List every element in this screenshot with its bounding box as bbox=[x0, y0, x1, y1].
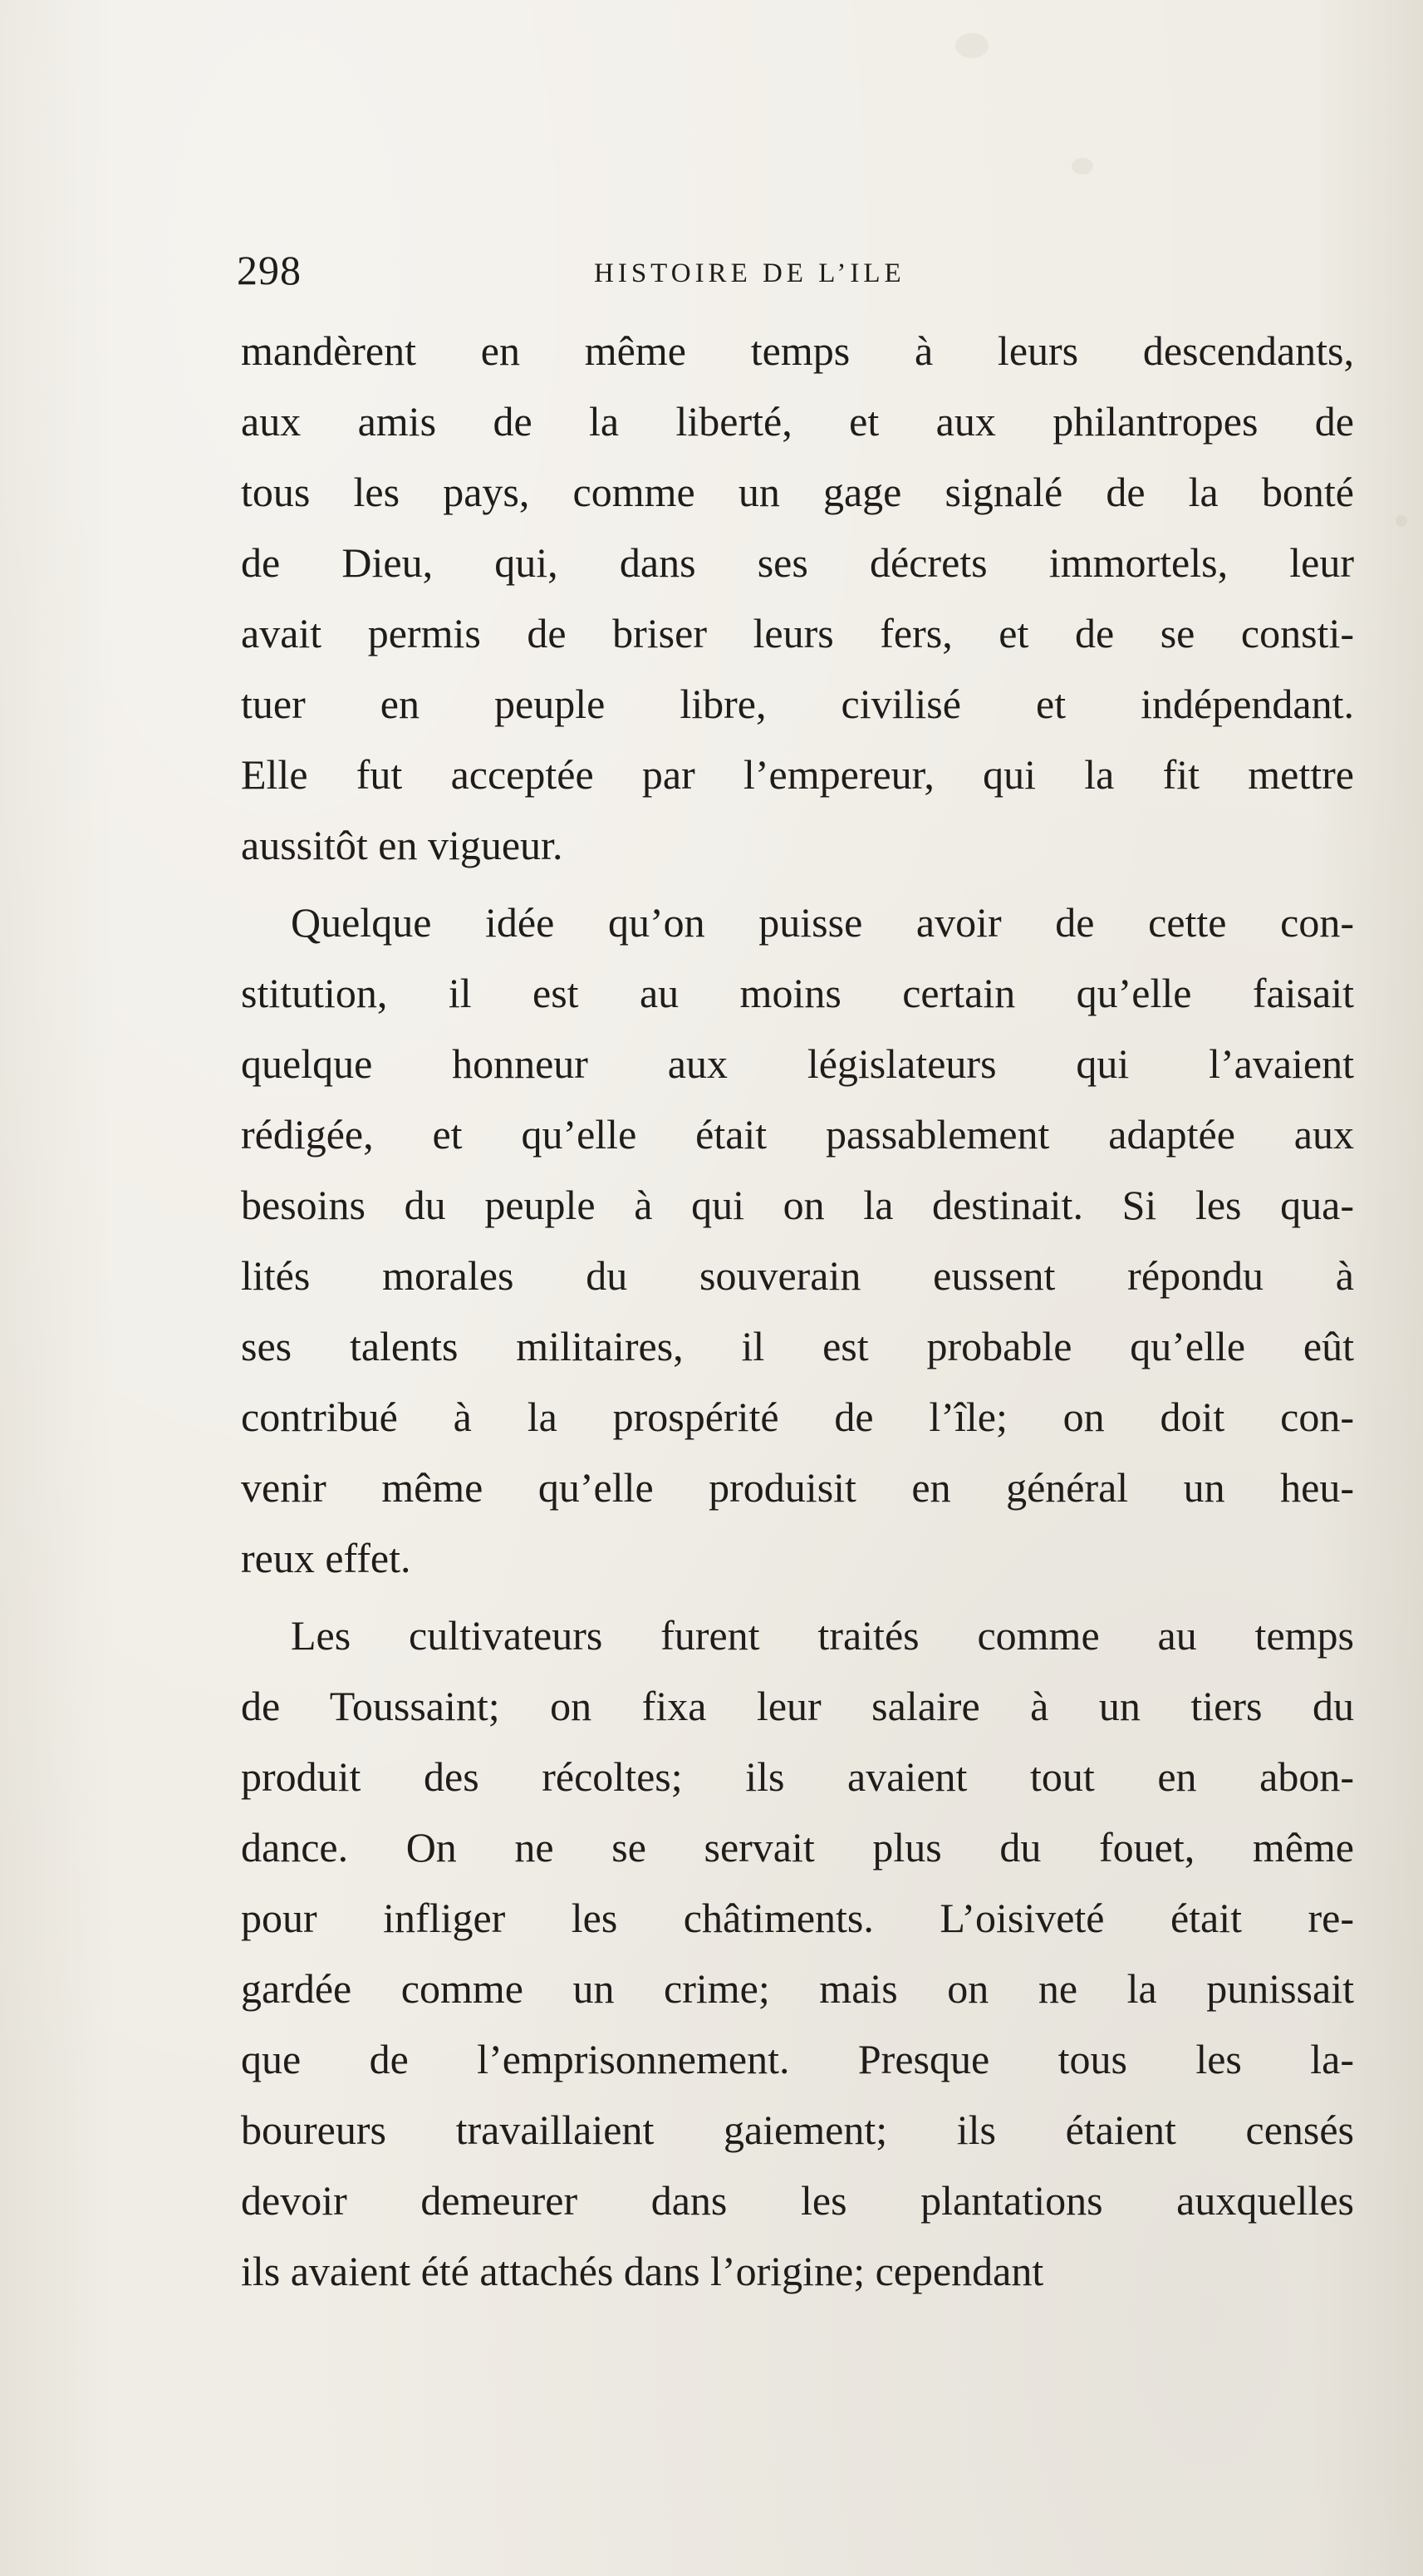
text-line: ils avaient été attachés dans l’origine; cependant bbox=[241, 2248, 1044, 2294]
text-line: gardée comme un crime; mais on ne la punissait bbox=[241, 1965, 1354, 2012]
text-line: aux amis de la liberté, et aux philantropes de bbox=[241, 398, 1354, 445]
text-line: Les cultivateurs furent traités comme au temps bbox=[291, 1612, 1354, 1659]
text-line: devoir demeurer dans les plantations auxquelles bbox=[241, 2177, 1354, 2224]
text-line: venir même qu’elle produisit en général un heu- bbox=[241, 1464, 1354, 1511]
paragraph bbox=[241, 1600, 1354, 2307]
text-line: lités morales du souverain eussent répondu à bbox=[241, 1252, 1354, 1299]
text-line: Elle fut acceptée par l’empereur, qui la fit mettre bbox=[241, 751, 1354, 798]
paper-spot bbox=[1072, 158, 1093, 175]
text-line: tous les pays, comme un gage signalé de la bonté bbox=[241, 469, 1354, 515]
page-number: 298 bbox=[237, 247, 302, 293]
page-header bbox=[237, 241, 1350, 299]
running-head: HISTOIRE DE L’ILE bbox=[594, 258, 905, 288]
text-line: besoins du peuple à qui on la destinait. Si les qua- bbox=[241, 1182, 1354, 1228]
text-line: pour infliger les châtiments. L’oisiveté était re- bbox=[241, 1895, 1354, 1941]
text-line: stitution, il est au moins certain qu’elle faisait bbox=[241, 970, 1354, 1016]
text-line: que de l’emprisonnement. Presque tous les la- bbox=[241, 2036, 1354, 2082]
text-line: rédigée, et qu’elle était passablement adaptée aux bbox=[241, 1111, 1354, 1158]
paragraph bbox=[241, 316, 1354, 881]
text-line: contribué à la prospérité de l’île; on doit con- bbox=[241, 1394, 1354, 1440]
paragraph-gap bbox=[241, 881, 1354, 887]
text-line: quelque honneur aux législateurs qui l’avaient bbox=[241, 1040, 1354, 1087]
text-line: dance. On ne se servait plus du fouet, même bbox=[241, 1824, 1354, 1871]
text-line: aussitôt en vigueur. bbox=[241, 822, 563, 868]
text-line: de Toussaint; on fixa leur salaire à un tiers du bbox=[241, 1683, 1354, 1729]
text-line: reux effet. bbox=[241, 1535, 411, 1581]
text-line: avait permis de briser leurs fers, et de se consti- bbox=[241, 610, 1354, 656]
text-line: produit des récoltes; ils avaient tout en abon- bbox=[241, 1753, 1354, 1800]
text-line: boureurs travaillaient gaiement; ils étaient censés bbox=[241, 2107, 1354, 2153]
text-line: tuer en peuple libre, civilisé et indépendant. bbox=[241, 681, 1354, 727]
text-line: ses talents militaires, il est probable qu’elle eût bbox=[241, 1323, 1354, 1369]
paragraph bbox=[241, 887, 1354, 1594]
paper-spot bbox=[955, 33, 989, 58]
text-line: Quelque idée qu’on puisse avoir de cette con- bbox=[291, 899, 1354, 946]
paragraph-gap bbox=[241, 1594, 1354, 1600]
body-text bbox=[241, 316, 1354, 2307]
text-line: mandèrent en même temps à leurs descendants, bbox=[241, 327, 1354, 374]
text-line: de Dieu, qui, dans ses décrets immortels, leur bbox=[241, 539, 1354, 586]
paper-spot bbox=[1396, 515, 1407, 527]
